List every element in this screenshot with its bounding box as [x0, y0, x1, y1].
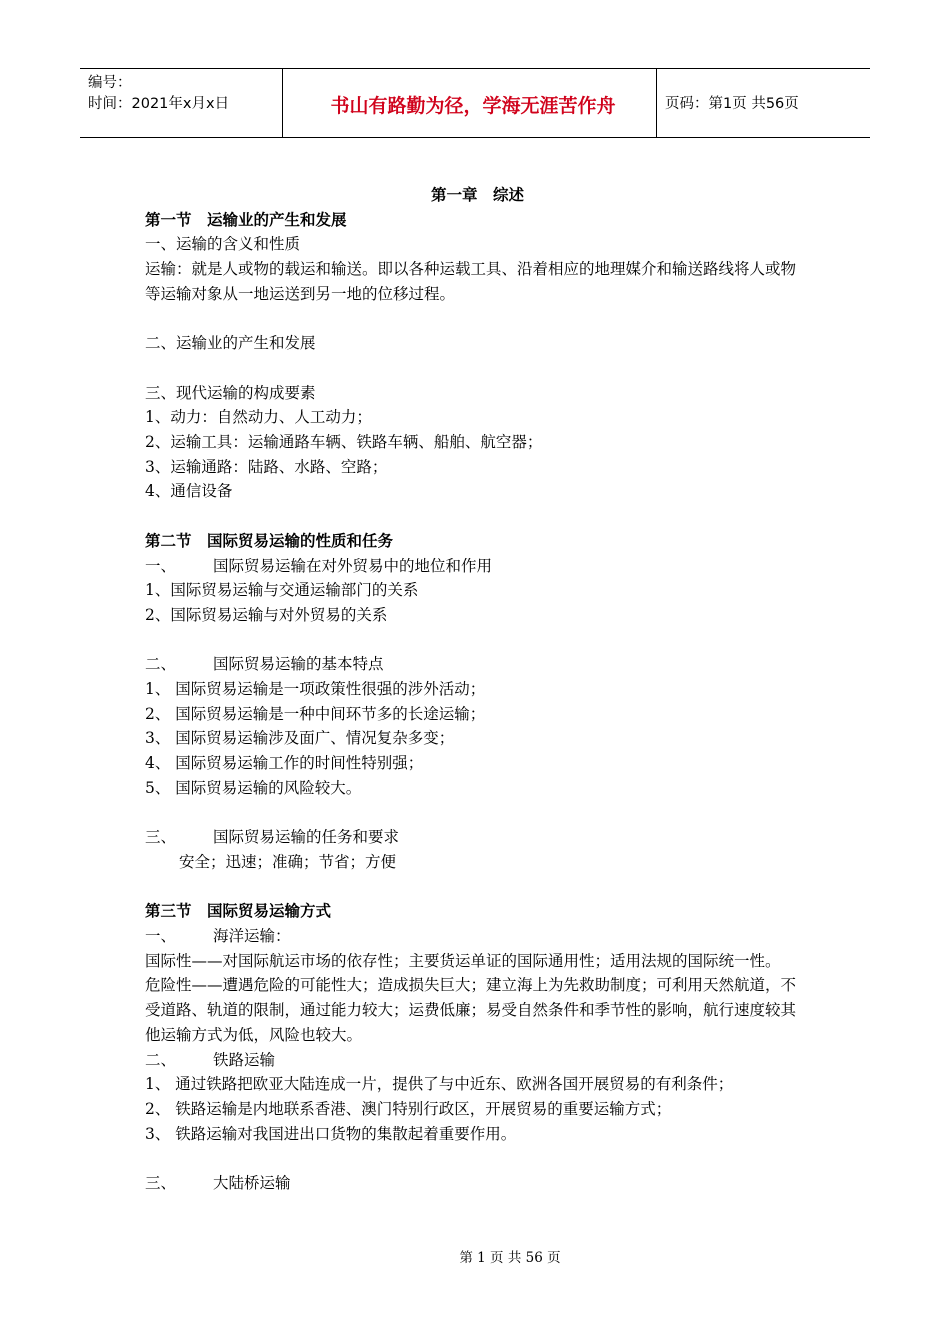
list-item: 2、运输工具：运输通路车辆、铁路车辆、船舶、航空器；	[145, 433, 543, 451]
subheading-number: 一、	[145, 927, 177, 945]
number-label: 编号：	[88, 75, 132, 91]
subheading: 三、现代运输的构成要素	[145, 383, 316, 402]
section-title: 第三节 国际贸易运输方式	[145, 901, 332, 921]
chapter-title: 第一章 综述	[430, 185, 524, 204]
page-footer: 第 1 页 共 56 页	[459, 1250, 561, 1266]
list-item: 4、 国际贸易运输工作的时间性特别强；	[145, 754, 424, 773]
list-item: 3、运输通路：陆路、水路、空路；	[145, 457, 388, 476]
subheading	[145, 1171, 810, 1196]
list-item: 3、 国际贸易运输涉及面广、情况复杂多变；	[145, 729, 455, 748]
subheading	[145, 554, 810, 579]
header-page-label: 页码：第1页 共56页	[665, 96, 799, 112]
subheading-text: 国际贸易运输的基本特点	[213, 655, 384, 674]
subheading-text: 国际贸易运输在对外贸易中的地位和作用	[213, 556, 493, 575]
subheading-number: 一、	[145, 556, 177, 575]
subheading: 二、运输业的产生和发展	[145, 334, 316, 353]
list-item: 1、国际贸易运输与交通运输部门的关系	[145, 581, 419, 600]
subheading-text: 铁路运输	[213, 1050, 276, 1069]
subheading-number: 三、	[145, 1174, 177, 1193]
list-item: 2、 国际贸易运输是一种中间环节多的长途运输；	[145, 704, 486, 723]
document-body	[145, 183, 810, 1196]
header-info	[88, 73, 229, 115]
header-motto: 书山有路勤为径，学海无涯苦作舟	[330, 95, 616, 117]
section-title: 第一节 运输业的产生和发展	[145, 209, 347, 229]
list-item: 4、通信设备	[145, 482, 233, 501]
subheading	[145, 652, 810, 677]
paragraph: 运输：就是人或物的载运和输送。即以各种运载工具、沿着相应的地理媒介和输送路线将人或物等运输对象从一地运送到另一地的位移过程。	[145, 260, 797, 303]
section-title: 第二节 国际贸易运输的性质和任务	[145, 530, 394, 550]
paragraph: 危险性——遭遇危险的可能性大；造成损失巨大；建立海上为先救助制度；可利用天然航道，不受道路、轨道的限制，通过能力较大；运费低廉；易受自然条件和季节性的影响，航行速度较其他运输方式为低，风险也较大。	[145, 976, 797, 1044]
subheading-number: 二、	[145, 655, 177, 674]
paragraph: 安全；迅速；准确；节省；方便	[179, 852, 397, 871]
subheading	[145, 825, 810, 850]
list-item: 1、 通过铁路把欧亚大陆连成一片，提供了与中近东、欧洲各国开展贸易的有利条件；	[145, 1075, 734, 1094]
list-item: 2、国际贸易运输与对外贸易的关系	[145, 605, 388, 624]
list-item: 1、 国际贸易运输是一项政策性很强的涉外活动；	[145, 680, 486, 698]
subheading-number: 三、	[145, 828, 177, 847]
list-item: 2、 铁路运输是内地联系香港、澳门特别行政区，开展贸易的重要运输方式；	[145, 1099, 672, 1118]
page-header	[80, 68, 870, 138]
subheading	[145, 924, 810, 949]
subheading-text: 国际贸易运输的任务和要求	[213, 828, 400, 847]
subheading-text: 海洋运输：	[213, 927, 291, 945]
subheading-number: 二、	[145, 1050, 177, 1069]
subheading	[145, 1048, 810, 1073]
list-item: 5、 国际贸易运输的风险较大。	[145, 778, 362, 797]
paragraph: 国际性——对国际航运市场的依存性；主要货运单证的国际通用性；适用法规的国际统一性。	[145, 951, 781, 970]
header-divider	[656, 69, 657, 137]
time-label: 时间：2021年x月x日	[88, 96, 230, 112]
subheading-text: 大陆桥运输	[213, 1174, 291, 1193]
list-item: 1、动力：自然动力、人工动力；	[145, 408, 372, 427]
list-item: 3、 铁路运输对我国进出口货物的集散起着重要作用。	[145, 1124, 517, 1143]
subheading: 一、运输的含义和性质	[145, 235, 301, 254]
